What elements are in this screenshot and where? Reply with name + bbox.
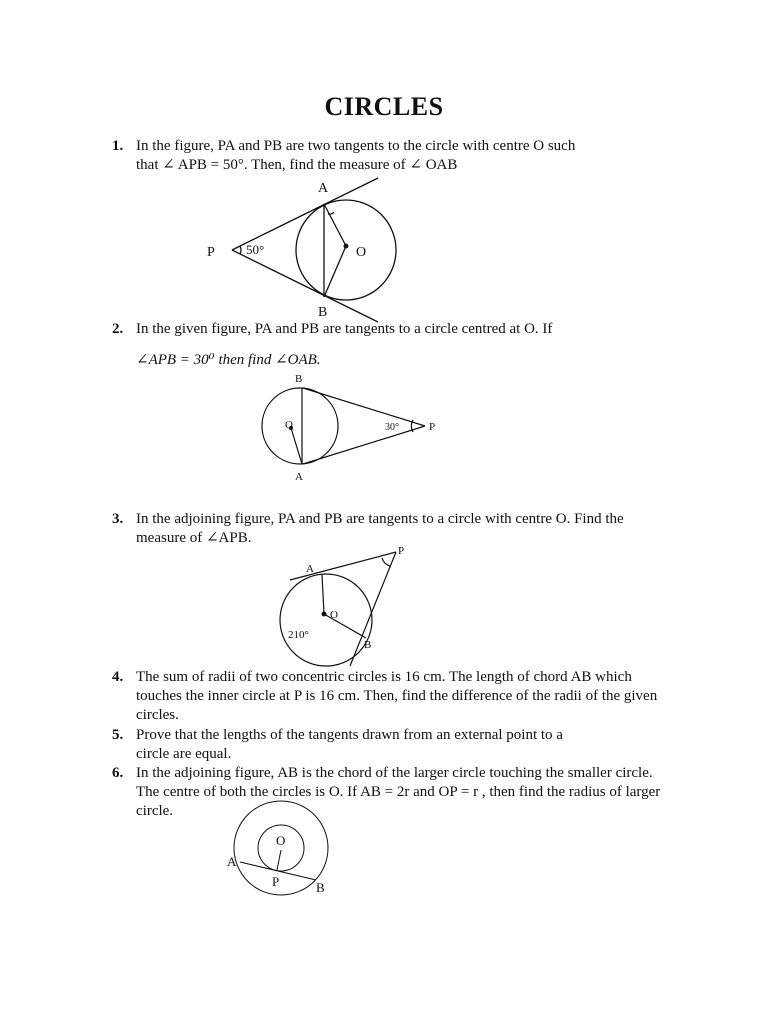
question-line: circle. [136, 803, 174, 819]
question-line: In the adjoining figure, AB is the chord of the larger circle touching the smaller circle. [136, 765, 653, 781]
angle-label: 30° [385, 422, 399, 433]
label-a: A [306, 563, 314, 575]
question-2 [112, 320, 672, 370]
question-number: 5. [112, 727, 124, 743]
question-line: ∠APB = 30⁰ then find ∠OAB. [136, 352, 321, 368]
question-line: touches the inner circle at P is 16 cm. Then, find the difference of the radii of the given [136, 688, 658, 704]
question-line: In the given figure, PA and PB are tangents to a circle centred at O. If [136, 321, 553, 337]
question-line: circle are equal. [136, 746, 232, 762]
question-number: 3. [112, 511, 124, 527]
label-o: O [285, 419, 293, 431]
label-p: P [207, 245, 215, 260]
label-o: O [330, 609, 338, 621]
figure-3-tangents [270, 542, 420, 672]
question-line: measure of ∠APB. [136, 530, 252, 546]
figure-2-tangents [255, 370, 455, 485]
question-line: In the figure, PA and PB are two tangents to the circle with centre O such [136, 138, 576, 154]
figure-6-concentric [220, 800, 350, 900]
label-b: B [316, 880, 325, 895]
label-o: O [356, 245, 367, 260]
question-line: that ∠ APB = 50°. Then, find the measure of ∠ OAB [136, 157, 458, 173]
label-a: A [295, 471, 303, 483]
label-b: B [295, 373, 303, 385]
question-line: In the adjoining figure, PA and PB are tangents to a circle with centre O. Find the [136, 511, 624, 527]
question-5 [112, 726, 672, 764]
question-line: The sum of radii of two concentric circles is 16 cm. The length of chord AB which [136, 669, 632, 685]
question-number: 4. [112, 669, 124, 685]
angle-label: 50° [246, 242, 265, 257]
question-number: 1. [112, 138, 124, 154]
question-line: Prove that the lengths of the tangents drawn from an external point to a [136, 727, 563, 743]
question-line: circles. [136, 707, 179, 723]
label-b: B [318, 305, 328, 320]
question-6 [112, 764, 672, 821]
question-line: The centre of both the circles is O. If AB = 2r and OP = r , then find the radius of larger [136, 784, 661, 800]
label-b: B [364, 639, 372, 651]
page-title: CIRCLES [324, 92, 444, 121]
question-number: 2. [112, 321, 124, 337]
angle-label: 210° [288, 629, 309, 641]
label-p: P [398, 545, 405, 557]
label-a: A [318, 181, 329, 196]
figure-1-tangents [190, 170, 440, 330]
question-4 [112, 668, 672, 725]
question-number: 6. [112, 765, 124, 781]
label-p: P [429, 421, 436, 433]
label-p: P [272, 874, 280, 889]
label-o: O [276, 833, 286, 848]
label-a: A [227, 854, 237, 869]
